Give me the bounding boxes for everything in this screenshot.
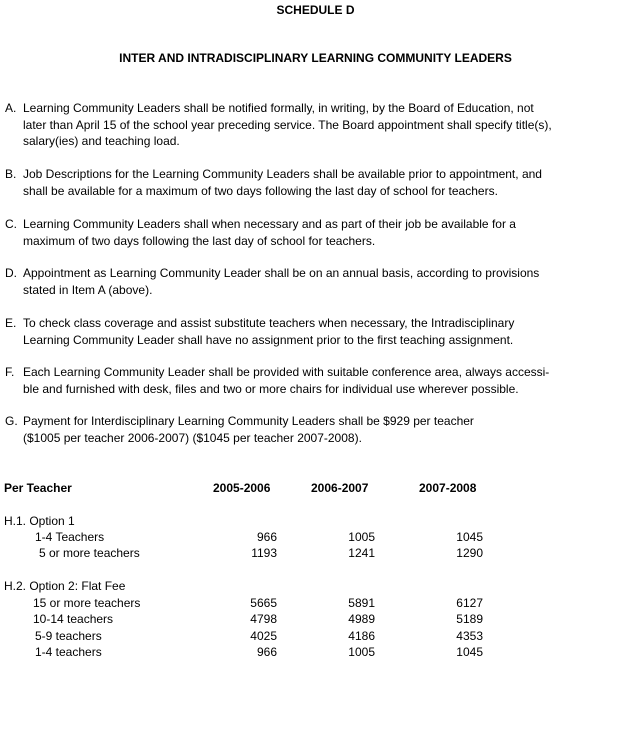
item-text: Appointment as Learning Community Leader shall be on an annual basis, according to provisions <box>23 266 540 280</box>
row-label: 1-4 teachers <box>35 645 102 659</box>
item-g-line-1 <box>5 413 620 430</box>
row-label: 1-4 Teachers <box>35 530 105 544</box>
item-a-line-3: salary(ies) and teaching load. <box>23 134 180 148</box>
row-value-2007-2008: 1290 <box>456 546 483 560</box>
row-value-2005-2006: 5665 <box>250 596 277 610</box>
table-row <box>0 545 631 562</box>
item-text: Payment for Interdisciplinary Learning Community Leaders shall be $929 per teacher <box>23 414 474 428</box>
item-letter: F. <box>5 365 15 379</box>
item-b <box>5 166 620 199</box>
header-2006-2007: 2006-2007 <box>311 481 369 495</box>
item-c-line-1 <box>5 216 620 233</box>
row-label: 5-9 teachers <box>35 629 102 643</box>
row-value-2005-2006: 966 <box>256 530 277 544</box>
item-c <box>5 216 620 249</box>
item-d-line-1 <box>5 265 620 282</box>
item-d <box>5 265 620 298</box>
item-text: Learning Community Leaders shall when necessary and as part of their job be available for a <box>23 217 516 231</box>
row-value-2005-2006: 4025 <box>250 629 277 643</box>
item-text: Job Descriptions for the Learning Community Leaders shall be available prior to appointment, and <box>23 167 542 181</box>
header-2005-2006: 2005-2006 <box>213 481 271 495</box>
table-row <box>0 611 631 628</box>
item-g-line-2: ($1005 per teacher 2006-2007) ($1045 per teacher 2007-2008). <box>23 430 362 445</box>
item-a <box>5 100 620 150</box>
row-value-2007-2008: 1045 <box>456 645 483 659</box>
row-label: 15 or more teachers <box>33 596 141 610</box>
item-a-line-2: later than April 15 of the school year preceding service. The Board appointment shall specify title(s), <box>23 117 552 132</box>
item-letter: E. <box>5 316 17 330</box>
row-value-2006-2007: 4186 <box>348 629 375 643</box>
item-letter: D. <box>5 266 17 280</box>
table-row <box>0 595 631 612</box>
row-value-2005-2006: 966 <box>256 645 277 659</box>
item-d-line-2: stated in Item A (above). <box>23 282 153 297</box>
item-e-line-2: Learning Community Leader shall have no assignment prior to the first teaching assignment. <box>23 332 514 347</box>
item-c-line-2: maximum of two days following the last day of school for teachers. <box>23 233 376 248</box>
header-per-teacher: Per Teacher <box>4 481 72 495</box>
item-e-line-1 <box>5 315 620 332</box>
row-value-2006-2007: 1241 <box>348 546 375 560</box>
item-text: Learning Community Leaders shall be notified formally, in writing, by the Board of Education, not <box>23 101 534 115</box>
item-text: To check class coverage and assist substitute teachers when necessary, the Intradisciplinary <box>23 316 515 330</box>
row-value-2007-2008: 5189 <box>456 612 483 626</box>
row-value-2006-2007: 4989 <box>348 612 375 626</box>
item-text: Each Learning Community Leader shall be provided with suitable conference area, always accessi- <box>23 365 550 379</box>
row-value-2006-2007: 1005 <box>348 645 375 659</box>
header-2007-2008: 2007-2008 <box>419 481 477 495</box>
section-title: INTER AND INTRADISCIPLINARY LEARNING COMMUNITY LEADERS <box>119 51 512 65</box>
row-value-2005-2006: 1193 <box>251 546 277 560</box>
option1-title-row <box>0 513 631 530</box>
row-label: 10-14 teachers <box>33 612 114 626</box>
row-label: 5 or more teachers <box>39 546 140 560</box>
item-b-line-1 <box>5 166 620 183</box>
item-letter: A. <box>5 101 17 115</box>
item-e <box>5 315 620 348</box>
option1-title: H.1. Option 1 <box>4 514 75 528</box>
item-b-line-2: shall be available for a maximum of two days following the last day of school for teachers. <box>23 183 498 198</box>
row-value-2005-2006: 4798 <box>250 612 277 626</box>
table-row <box>0 644 631 661</box>
item-letter: G. <box>5 414 18 428</box>
item-f <box>5 364 620 397</box>
item-g <box>5 413 620 446</box>
row-value-2006-2007: 1005 <box>348 530 375 544</box>
item-letter: C. <box>5 217 17 231</box>
table-row <box>0 529 631 546</box>
item-letter: B. <box>5 167 17 181</box>
item-f-line-1 <box>5 364 620 381</box>
item-f-line-2: ble and furnished with desk, files and two or more chairs for individual use wherever possible. <box>23 381 519 396</box>
table-header-row <box>0 480 631 497</box>
row-value-2007-2008: 4353 <box>456 629 483 643</box>
row-value-2007-2008: 1045 <box>456 530 483 544</box>
row-value-2007-2008: 6127 <box>456 596 483 610</box>
row-value-2006-2007: 5891 <box>348 596 375 610</box>
option2-title-row <box>0 578 631 595</box>
table-row <box>0 628 631 645</box>
option2-title: H.2. Option 2: Flat Fee <box>4 579 126 593</box>
item-a-line-1 <box>5 100 620 117</box>
schedule-title: SCHEDULE D <box>276 3 355 17</box>
